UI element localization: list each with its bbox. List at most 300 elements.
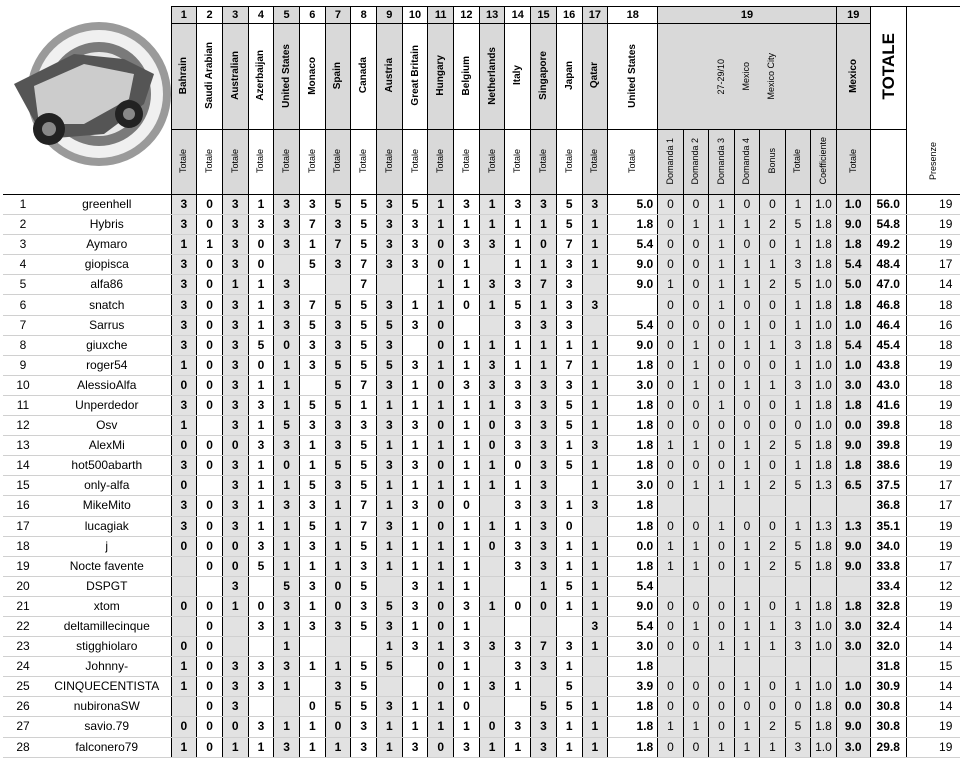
presenze-cell	[906, 295, 960, 315]
race-score: 5	[360, 217, 368, 232]
race-score: 3	[386, 297, 393, 312]
race-name-label: Hungary	[435, 55, 447, 96]
race-score: 3	[180, 397, 188, 412]
mexico-detail-value: 0	[743, 518, 751, 533]
table-row	[3, 195, 960, 215]
race-score: 5	[565, 418, 573, 433]
race-score-cell	[222, 576, 248, 596]
mexico-detail-cell	[683, 275, 709, 295]
table-row	[3, 275, 960, 295]
mexico-detail-cell	[785, 657, 811, 677]
race-score-cell	[531, 375, 557, 395]
race-score-cell	[531, 315, 557, 335]
mexico-total-value: 5.4	[844, 337, 862, 352]
mexico-detail-value: 1	[692, 719, 700, 734]
race-name-16	[556, 24, 582, 130]
race-score-cell	[505, 496, 531, 516]
mexico-detail-cell	[734, 355, 760, 375]
race-sub-9	[377, 130, 403, 195]
player-name-cell	[43, 596, 171, 616]
race-score: 0	[565, 518, 573, 533]
race-score: 1	[437, 357, 445, 372]
presenze-header-top	[906, 7, 960, 24]
mexico-detail-value: 1	[667, 538, 674, 553]
race-score-cell	[556, 335, 582, 355]
race-score-cell	[402, 255, 428, 275]
race-score-cell	[428, 295, 454, 315]
position-value: 21	[16, 598, 30, 613]
mexico-detail-value: 1.8	[815, 598, 832, 613]
race-score: 5	[360, 458, 368, 473]
mexico-detail-value: 1.0	[815, 679, 832, 694]
race-score: 3	[334, 619, 342, 634]
race-score-cell	[274, 255, 300, 275]
mexico-detail-cell	[760, 677, 786, 697]
race-name-label: Qatar	[589, 62, 601, 89]
mexico-detail-cell	[683, 516, 709, 536]
mexico-detail-cell	[658, 556, 684, 576]
race-number-label: 5	[283, 8, 290, 21]
race-score-cell	[402, 657, 428, 677]
race-score: 3	[360, 558, 368, 573]
race-number-label: 15	[537, 8, 550, 21]
race-score: 1	[437, 719, 445, 734]
race-score: 1	[386, 498, 393, 513]
mexico-total-value: 1.0	[844, 317, 862, 332]
race-score: 3	[283, 317, 290, 332]
race-score: 1	[437, 217, 445, 232]
mexico-total-cell	[836, 657, 870, 677]
race-score-cell	[428, 737, 454, 757]
race-score-cell	[556, 215, 582, 235]
race-score: 3	[540, 397, 547, 412]
position-value: 7	[19, 317, 27, 332]
mexico-detail-cell	[785, 516, 811, 536]
mexico-detail-value: 5	[794, 478, 802, 493]
race-score: 3	[386, 458, 393, 473]
mexico-detail-value: 0	[743, 357, 751, 372]
race-score-cell	[556, 416, 582, 436]
mexico-detail-value: 0	[667, 257, 674, 272]
race-score-cell	[274, 315, 300, 335]
race-score-cell	[171, 536, 197, 556]
mexico-detail-cell	[683, 235, 709, 255]
race-score: 1	[283, 719, 290, 734]
race-name-7	[325, 24, 351, 130]
mexico-detail-cell	[709, 496, 735, 516]
presenze-cell	[906, 255, 960, 275]
race-score-cell	[608, 697, 658, 717]
mexico-sub-label: Domanda 2	[690, 137, 701, 185]
race-score-cell	[454, 275, 480, 295]
race-score: 1.8	[636, 518, 654, 533]
race-score-cell	[171, 737, 197, 757]
mexico-detail-value: 0	[692, 297, 700, 312]
race-score-cell	[531, 737, 557, 757]
race-score-cell	[608, 616, 658, 636]
race-score-cell	[377, 456, 403, 476]
race-score: 1	[488, 397, 496, 412]
race-score: 0	[257, 598, 265, 613]
race-score: 0	[206, 679, 213, 694]
mexico-detail-value: 0	[667, 397, 674, 412]
mexico-detail-cell	[658, 576, 684, 596]
position-cell	[3, 255, 43, 275]
player-name-cell	[43, 195, 171, 215]
race-score: 3	[283, 498, 290, 513]
race-score: 3	[334, 257, 342, 272]
race-score-cell	[197, 556, 223, 576]
race-score: 3	[231, 397, 239, 412]
race-number-label: 9	[386, 8, 393, 21]
mexico-detail-value: 0	[769, 297, 776, 312]
race-score-cell	[531, 576, 557, 596]
mexico-detail-value: 1	[743, 739, 751, 754]
race-score-cell	[479, 536, 505, 556]
mexico-detail-value: 1	[769, 639, 776, 654]
race-score-cell	[222, 395, 248, 415]
race-score-cell	[299, 576, 325, 596]
mexico-detail-cell	[760, 637, 786, 657]
mexico-detail-value: 1.3	[815, 478, 832, 493]
race-score-cell	[325, 255, 351, 275]
race-score: 3	[283, 277, 290, 292]
mexico-detail-value: 1	[667, 719, 674, 734]
race-score-cell	[248, 476, 274, 496]
race-score: 5.0	[636, 197, 654, 212]
race-score: 1	[257, 277, 265, 292]
mexico-detail-value: 1.8	[815, 217, 832, 232]
race-score: 3	[308, 619, 316, 634]
player-name: AlessioAlfa	[77, 377, 137, 392]
race-score-cell	[377, 416, 403, 436]
race-score-cell	[582, 576, 608, 596]
totale-sub	[870, 130, 906, 195]
race-name-label: Monaco	[306, 56, 318, 95]
race-score: 3	[386, 418, 393, 433]
presenze-cell	[906, 436, 960, 456]
race-score-cell	[171, 596, 197, 616]
race-name-label: United States	[281, 43, 293, 108]
presenze-cell	[906, 375, 960, 395]
mexico-detail-cell	[734, 255, 760, 275]
mexico-detail-value: 0	[667, 679, 674, 694]
race-score: 5	[360, 197, 368, 212]
race-name-8	[351, 24, 377, 130]
race-score-cell	[171, 476, 197, 496]
mexico-detail-value: 0	[667, 337, 674, 352]
mexico-total-value: 3.0	[844, 619, 862, 634]
position-value: 14	[16, 458, 30, 473]
mexico-detail-cell	[811, 596, 837, 616]
race-score-cell	[402, 295, 428, 315]
grand-total-cell	[870, 737, 906, 757]
presenze-cell	[906, 616, 960, 636]
mexico-detail-value: 1	[743, 679, 751, 694]
presenze-cell	[906, 335, 960, 355]
race-score: 0	[488, 719, 496, 734]
race-score: 3	[463, 739, 470, 754]
race-score-cell	[248, 556, 274, 576]
presenze-value: 19	[939, 357, 953, 372]
race-score: 3	[231, 699, 239, 714]
race-score: 3	[257, 217, 265, 232]
mexico-detail-value: 3	[794, 619, 802, 634]
race-score-cell	[454, 375, 480, 395]
race-score-cell	[531, 355, 557, 375]
race-score: 1	[463, 659, 470, 674]
mexico-detail-cell	[709, 395, 735, 415]
race-score-cell	[582, 195, 608, 215]
race-score-cell	[377, 516, 403, 536]
race-score-cell	[556, 235, 582, 255]
race-score: 1	[308, 458, 316, 473]
mexico-detail-cell	[734, 436, 760, 456]
race-number-11	[428, 7, 454, 24]
mexico-total-value: 1.0	[844, 679, 862, 694]
race-score-cell	[248, 496, 274, 516]
race-score-cell	[274, 416, 300, 436]
race-score: 5	[360, 699, 368, 714]
presenze-value: 17	[939, 478, 953, 493]
race-score: 1	[591, 377, 599, 392]
race-score: 1.8	[636, 418, 654, 433]
race-score: 0	[437, 739, 445, 754]
position-cell	[3, 476, 43, 496]
mexico-detail-value: 0	[769, 518, 776, 533]
presenze-cell	[906, 476, 960, 496]
race-score-cell	[454, 596, 480, 616]
race-score: 5.4	[636, 317, 654, 332]
race-score: 1	[334, 659, 342, 674]
grand-total-value: 37.5	[876, 478, 900, 493]
race-score: 1	[386, 538, 393, 553]
sub-totale-label: Totale	[589, 148, 600, 174]
table-row	[3, 737, 960, 757]
mexico-detail-cell	[683, 677, 709, 697]
race-score-cell	[351, 416, 377, 436]
mexico-detail-cell	[811, 315, 837, 335]
table-row	[3, 416, 960, 436]
race-score: 3	[180, 217, 188, 232]
mexico-detail-cell	[811, 295, 837, 315]
mexico-detail-cell	[683, 657, 709, 677]
mexico-detail-value: 5	[794, 538, 802, 553]
player-name: falconero79	[75, 739, 139, 754]
race-score-cell	[351, 235, 377, 255]
mexico-detail-cell	[734, 596, 760, 616]
race-score: 0	[334, 719, 342, 734]
race-score-cell	[608, 516, 658, 536]
race-score: 0	[206, 598, 213, 613]
race-score-cell	[171, 436, 197, 456]
race-score: 0	[463, 699, 470, 714]
race-score-cell	[582, 375, 608, 395]
race-score-cell	[479, 516, 505, 536]
race-name-label: Italy	[512, 65, 524, 86]
race-score-cell	[505, 637, 531, 657]
race-score: 3	[231, 377, 239, 392]
race-score-cell	[197, 436, 223, 456]
mexico-sub-4	[734, 130, 760, 195]
race-score-cell	[582, 255, 608, 275]
race-score-cell	[325, 476, 351, 496]
mexico-total-number	[836, 7, 870, 24]
sub-totale-label: Totale	[486, 148, 497, 174]
position-cell	[3, 195, 43, 215]
race-score-cell	[248, 195, 274, 215]
race-score: 5	[360, 317, 368, 332]
race-score: 0	[206, 197, 213, 212]
race-sub-13	[479, 130, 505, 195]
race-score-cell	[248, 677, 274, 697]
sub-totale-label: Totale	[255, 148, 266, 174]
mexico-detail-cell	[683, 476, 709, 496]
race-score: 1	[565, 337, 573, 352]
race-score-cell	[505, 195, 531, 215]
race-score: 0	[283, 337, 290, 352]
mexico-detail-cell	[658, 355, 684, 375]
race-score-cell	[582, 637, 608, 657]
race-score: 1	[437, 699, 445, 714]
race-score: 3	[231, 197, 239, 212]
race-score: 5	[308, 257, 316, 272]
grand-total-cell	[870, 536, 906, 556]
race-score: 1	[514, 679, 522, 694]
player-name-cell	[43, 677, 171, 697]
race-score-cell	[248, 516, 274, 536]
race-score: 3	[231, 518, 239, 533]
mexico-sub-label: Domanda 4	[741, 137, 752, 185]
race-score-cell	[377, 616, 403, 636]
position-value: 1	[19, 197, 27, 212]
race-name-label: Japan	[563, 61, 575, 90]
race-score: 3	[514, 317, 522, 332]
mexico-detail-cell	[785, 195, 811, 215]
player-name: alfa86	[90, 277, 124, 292]
mexico-detail-value: 0	[692, 518, 700, 533]
table-row	[3, 677, 960, 697]
mexico-detail-cell	[760, 596, 786, 616]
race-score-cell	[248, 335, 274, 355]
race-score-cell	[531, 516, 557, 536]
race-score-cell	[248, 436, 274, 456]
mexico-detail-number	[658, 7, 837, 24]
race-score-cell	[325, 657, 351, 677]
race-score-cell	[248, 697, 274, 717]
mexico-detail-cell	[709, 195, 735, 215]
race-score-cell	[274, 275, 300, 295]
position-cell	[3, 576, 43, 596]
race-score-cell	[428, 416, 454, 436]
mexico-detail-value: 0	[769, 397, 776, 412]
race-score-cell	[299, 335, 325, 355]
race-name-label: Australian	[229, 51, 241, 100]
grand-total-value: 29.8	[876, 739, 900, 754]
race-score: 5	[360, 659, 368, 674]
mexico-detail-cell	[811, 476, 837, 496]
grand-total-value: 33.4	[876, 578, 900, 593]
race-score-cell	[479, 657, 505, 677]
mexico-sub-label: Bonus	[766, 148, 777, 174]
race-score: 3	[360, 598, 368, 613]
race-score-cell	[428, 657, 454, 677]
race-score: 1	[334, 518, 342, 533]
race-score-cell	[171, 255, 197, 275]
mexico-detail-cell	[785, 596, 811, 616]
race-score: 0	[206, 639, 213, 654]
race-score: 0	[437, 377, 445, 392]
race-score: 0	[437, 257, 445, 272]
mexico-detail-cell	[658, 275, 684, 295]
grand-total-cell	[870, 255, 906, 275]
race-score-cell	[325, 677, 351, 697]
mexico-detail-value: 0	[769, 237, 776, 252]
race-score-cell	[171, 516, 197, 536]
race-score-cell	[608, 315, 658, 335]
mexico-detail-value: 1.0	[815, 418, 832, 433]
mexico-detail-value: 0	[692, 257, 700, 272]
mexico-city-label: Mexico City	[766, 53, 777, 100]
race-score-cell	[377, 235, 403, 255]
mexico-detail-cell	[709, 476, 735, 496]
race-score-cell	[377, 375, 403, 395]
race-score-cell	[351, 456, 377, 476]
race-score: 1	[206, 237, 213, 252]
race-score-cell	[556, 717, 582, 737]
race-score-cell	[171, 677, 197, 697]
mexico-detail-cell	[683, 295, 709, 315]
race-name-5	[274, 24, 300, 130]
race-score: 1.8	[636, 498, 654, 513]
race-name-14	[505, 24, 531, 130]
race-score-cell	[479, 315, 505, 335]
mexico-detail-cell	[683, 375, 709, 395]
table-row	[3, 436, 960, 456]
race-score: 1	[514, 217, 522, 232]
race-score: 3	[514, 397, 522, 412]
mexico-detail-value: 1	[718, 739, 725, 754]
mexico-detail-cell	[760, 576, 786, 596]
grand-total-value: 43.8	[876, 357, 900, 372]
race-score: 1	[308, 558, 316, 573]
race-score-cell	[556, 596, 582, 616]
grand-total-cell	[870, 657, 906, 677]
mexico-detail-cell	[785, 697, 811, 717]
race-score: 1	[488, 337, 496, 352]
sub-totale-label: Totale	[435, 148, 446, 174]
race-score-cell	[582, 717, 608, 737]
mexico-detail-cell	[785, 375, 811, 395]
mexico-detail-cell	[760, 616, 786, 636]
presenze-value: 17	[939, 558, 953, 573]
race-score: 1	[437, 478, 445, 493]
mexico-sub-2	[683, 130, 709, 195]
race-score-cell	[608, 456, 658, 476]
race-score: 5	[565, 197, 573, 212]
race-score-cell	[222, 456, 248, 476]
race-score: 1	[488, 739, 496, 754]
position-value: 23	[16, 639, 30, 654]
presenze-value: 19	[939, 458, 953, 473]
race-score-cell	[351, 436, 377, 456]
race-score: 1	[540, 357, 547, 372]
race-score: 3	[565, 257, 573, 272]
mexico-detail-value: 0	[718, 458, 725, 473]
race-score-cell	[248, 596, 274, 616]
mexico-detail-value: 0	[718, 337, 725, 352]
mexico-detail-cell	[811, 355, 837, 375]
